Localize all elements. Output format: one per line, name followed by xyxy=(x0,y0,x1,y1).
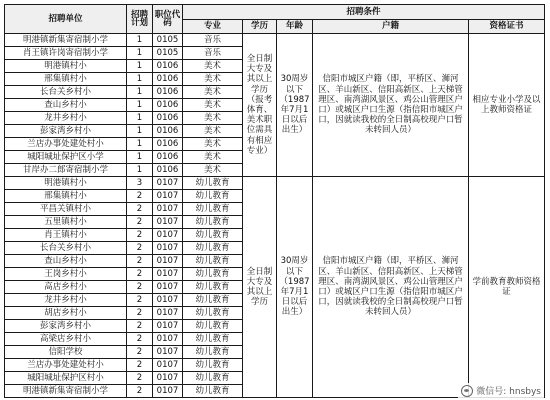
unit-cell: 王岗乡村小 xyxy=(5,268,127,281)
count-cell: 1 xyxy=(127,138,153,151)
header-unit: 招聘单位 xyxy=(5,5,127,34)
unit-cell: 高店乡村小 xyxy=(5,281,127,294)
count-cell: 1 xyxy=(127,73,153,86)
count-cell: 2 xyxy=(127,307,153,320)
count-cell: 2 xyxy=(127,242,153,255)
unit-cell: 明港镇新集寄宿制小学 xyxy=(5,385,127,398)
count-cell: 2 xyxy=(127,190,153,203)
code-cell: 0107 xyxy=(153,242,183,255)
count-cell: 2 xyxy=(127,359,153,372)
code-cell: 0106 xyxy=(153,86,183,99)
code-cell: 0106 xyxy=(153,73,183,86)
count-cell: 1 xyxy=(127,60,153,73)
hukou-cell: 信阳市城区户籍（即，平桥区、浉河区、羊山新区、信阳高新区、上天梯管理区、南湾湖风景区、鸡公山管理区户口）或城区户口生源（指信阳市城区户口，因就读我校的全日制高校现户口暂未转回人员） xyxy=(313,34,469,177)
header-hukou: 户籍 xyxy=(313,20,469,34)
code-cell: 0106 xyxy=(153,60,183,73)
count-cell: 2 xyxy=(127,333,153,346)
code-cell: 0107 xyxy=(153,229,183,242)
major-cell: 美术 xyxy=(183,125,243,138)
unit-cell: 兰店办事处建处村小 xyxy=(5,138,127,151)
header-cert: 资格证书 xyxy=(469,20,545,34)
hukou-cell: 信阳市城区户籍（即，平桥区、浉河区、羊山新区、信阳高新区、上天梯管理区、南湾湖风景区、鸡公山管理区户口）或城区户口生源（指信阳市城区户口，因就读我校的全日制高校现户口暂未转回人员） xyxy=(313,177,469,398)
major-cell: 幼儿教育 xyxy=(183,216,243,229)
code-cell: 0106 xyxy=(153,138,183,151)
unit-cell: 平昌关镇村小 xyxy=(5,203,127,216)
count-cell: 2 xyxy=(127,281,153,294)
count-cell: 2 xyxy=(127,372,153,385)
watermark-text: 微信号: hnsbys xyxy=(476,387,541,397)
code-cell: 0107 xyxy=(153,333,183,346)
count-cell: 2 xyxy=(127,346,153,359)
table-row xyxy=(5,34,545,47)
major-cell: 音乐 xyxy=(183,47,243,60)
age-cell: 30周岁以下（1987年7月1日以后出生） xyxy=(277,177,313,398)
count-cell: 1 xyxy=(127,151,153,164)
count-cell: 2 xyxy=(127,229,153,242)
count-cell: 1 xyxy=(127,34,153,47)
unit-cell: 城阳城址保护区小学 xyxy=(5,151,127,164)
count-cell: 2 xyxy=(127,320,153,333)
major-cell: 幼儿教育 xyxy=(183,320,243,333)
major-cell: 美术 xyxy=(183,99,243,112)
major-cell: 幼儿教育 xyxy=(183,242,243,255)
unit-cell: 查山乡村小 xyxy=(5,99,127,112)
count-cell: 2 xyxy=(127,294,153,307)
unit-cell: 高梁店乡村小 xyxy=(5,333,127,346)
major-cell: 美术 xyxy=(183,164,243,177)
code-cell: 0106 xyxy=(153,164,183,177)
unit-cell: 邢集镇村小 xyxy=(5,190,127,203)
code-cell: 0105 xyxy=(153,34,183,47)
unit-cell: 明港镇新集寄宿制小学 xyxy=(5,34,127,47)
unit-cell: 明港镇村小 xyxy=(5,60,127,73)
unit-cell: 邢集镇村小 xyxy=(5,73,127,86)
major-cell: 幼儿教育 xyxy=(183,333,243,346)
unit-cell: 甘岸办二郎寄宿制小学 xyxy=(5,164,127,177)
code-cell: 0107 xyxy=(153,346,183,359)
count-cell: 2 xyxy=(127,203,153,216)
code-cell: 0107 xyxy=(153,190,183,203)
unit-cell: 城阳城址保护区村小 xyxy=(5,372,127,385)
major-cell: 幼儿教育 xyxy=(183,372,243,385)
major-cell: 幼儿教育 xyxy=(183,294,243,307)
code-cell: 0107 xyxy=(153,320,183,333)
table-body xyxy=(5,34,545,398)
unit-cell: 长台关乡村小 xyxy=(5,86,127,99)
major-cell: 美术 xyxy=(183,73,243,86)
unit-cell: 肖王镇许岗寄宿制小学 xyxy=(5,47,127,60)
major-cell: 美术 xyxy=(183,138,243,151)
major-cell: 幼儿教育 xyxy=(183,385,243,398)
wechat-icon xyxy=(461,385,473,397)
code-cell: 0106 xyxy=(153,112,183,125)
count-cell: 2 xyxy=(127,216,153,229)
header-code: 职位代码 xyxy=(153,5,183,34)
unit-cell: 兰店办事处建处村小 xyxy=(5,359,127,372)
header-conditions: 招聘条件 xyxy=(183,5,545,20)
cert-cell: 学前教育教师资格证 xyxy=(469,177,545,398)
count-cell: 2 xyxy=(127,255,153,268)
education-cell: 全日制大专及其以上学历 xyxy=(243,177,277,398)
unit-cell: 五里镇村小 xyxy=(5,216,127,229)
major-cell: 美术 xyxy=(183,60,243,73)
age-cell: 30周岁以下（1987年7月1日以后出生） xyxy=(277,34,313,177)
header-age: 年龄 xyxy=(277,20,313,34)
major-cell: 美术 xyxy=(183,112,243,125)
major-cell: 幼儿教育 xyxy=(183,203,243,216)
code-cell: 0107 xyxy=(153,372,183,385)
major-cell: 幼儿教育 xyxy=(183,359,243,372)
unit-cell: 长台关乡村小 xyxy=(5,242,127,255)
count-cell: 3 xyxy=(127,177,153,190)
code-cell: 0107 xyxy=(153,294,183,307)
unit-cell: 彭家湾乡村小 xyxy=(5,320,127,333)
unit-cell: 龙井乡村小 xyxy=(5,112,127,125)
count-cell: 2 xyxy=(127,268,153,281)
major-cell: 美术 xyxy=(183,151,243,164)
count-cell: 1 xyxy=(127,86,153,99)
table-row xyxy=(5,177,545,190)
major-cell: 美术 xyxy=(183,86,243,99)
code-cell: 0106 xyxy=(153,125,183,138)
code-cell: 0107 xyxy=(153,203,183,216)
major-cell: 幼儿教育 xyxy=(183,346,243,359)
header-education: 学历 xyxy=(243,20,277,34)
unit-cell: 查山乡村小 xyxy=(5,255,127,268)
code-cell: 0107 xyxy=(153,216,183,229)
code-cell: 0107 xyxy=(153,268,183,281)
major-cell: 幼儿教育 xyxy=(183,177,243,190)
code-cell: 0107 xyxy=(153,177,183,190)
major-cell: 幼儿教育 xyxy=(183,229,243,242)
unit-cell: 信阳学校 xyxy=(5,346,127,359)
count-cell: 2 xyxy=(127,385,153,398)
cert-cell: 相应专业小学及以上教师资格证 xyxy=(469,34,545,177)
code-cell: 0106 xyxy=(153,151,183,164)
code-cell: 0107 xyxy=(153,385,183,398)
recruitment-table xyxy=(4,4,545,398)
code-cell: 0107 xyxy=(153,307,183,320)
major-cell: 幼儿教育 xyxy=(183,307,243,320)
count-cell: 1 xyxy=(127,47,153,60)
header-major: 专业 xyxy=(183,20,243,34)
major-cell: 幼儿教育 xyxy=(183,190,243,203)
count-cell: 1 xyxy=(127,99,153,112)
major-cell: 幼儿教育 xyxy=(183,281,243,294)
count-cell: 1 xyxy=(127,164,153,177)
major-cell: 幼儿教育 xyxy=(183,255,243,268)
unit-cell: 彭家湾乡村小 xyxy=(5,125,127,138)
unit-cell: 龙井乡村小 xyxy=(5,294,127,307)
header-count: 招聘计划 xyxy=(127,5,153,34)
watermark xyxy=(458,383,544,398)
unit-cell: 胡店乡村小 xyxy=(5,307,127,320)
count-cell: 1 xyxy=(127,125,153,138)
code-cell: 0107 xyxy=(153,359,183,372)
code-cell: 0107 xyxy=(153,255,183,268)
major-cell: 音乐 xyxy=(183,34,243,47)
code-cell: 0106 xyxy=(153,99,183,112)
major-cell: 幼儿教育 xyxy=(183,268,243,281)
education-cell: 全日制大专及其以上学历（报考体育、美术职位需具有相应专业） xyxy=(243,34,277,177)
unit-cell: 明港镇村小 xyxy=(5,177,127,190)
code-cell: 0105 xyxy=(153,47,183,60)
unit-cell: 肖王镇村小 xyxy=(5,229,127,242)
code-cell: 0107 xyxy=(153,281,183,294)
count-cell: 1 xyxy=(127,112,153,125)
